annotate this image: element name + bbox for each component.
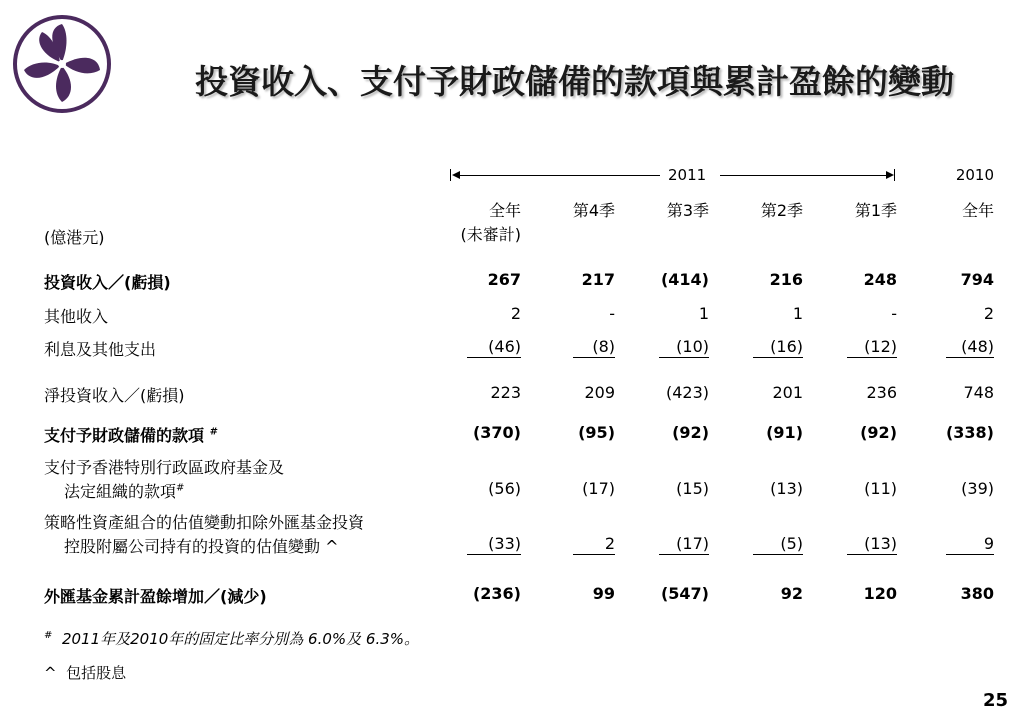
table-cell: (56) (488, 479, 521, 498)
row-label (44, 337, 156, 360)
footnote-caret (44, 662, 126, 683)
table-cell: 9 (983, 534, 994, 553)
row-label-text: 法定組織的款項 (64, 482, 177, 501)
table-cell: (39) (961, 479, 994, 498)
table-cell: (15) (676, 479, 709, 498)
row-label-text: 其他收入 (44, 307, 109, 326)
row-label-text: 支付予香港特別行政區政府基金及 (44, 458, 285, 477)
subtotal-underline (659, 357, 709, 358)
subtotal-underline (753, 554, 803, 555)
table-cell: 216 (769, 270, 803, 289)
table-cell: (338) (945, 423, 994, 442)
table-cell: (8) (592, 337, 615, 356)
table-cell: (33) (488, 534, 521, 553)
table-cell: 267 (487, 270, 521, 289)
column-header: 第2季 (760, 201, 803, 220)
table-cell: 748 (963, 383, 994, 402)
row-label (44, 510, 364, 533)
table-cell: (46) (488, 337, 521, 356)
subtotal-underline (573, 554, 615, 555)
subtotal-underline (847, 357, 897, 358)
table-cell: 236 (866, 383, 897, 402)
subtotal-underline (467, 554, 521, 555)
page-number: 25 (982, 690, 1008, 711)
table-cell: 209 (584, 383, 615, 402)
year-2010-label: 2010 (955, 166, 994, 184)
table-cell: (16) (770, 337, 803, 356)
subtotal-underline (467, 357, 521, 358)
table-cell: (370) (472, 423, 521, 442)
table-cell: (11) (864, 479, 897, 498)
year-2011-label: 2011 (668, 166, 707, 184)
row-label-continued (64, 534, 339, 557)
table-cell: 201 (772, 383, 803, 402)
footnote-hash (44, 628, 419, 649)
table-cell: 248 (863, 270, 897, 289)
row-label (44, 270, 171, 293)
table-cell: (12) (864, 337, 897, 356)
row-label-text: 淨投資收入／(虧損) (44, 386, 185, 405)
subtotal-underline (573, 357, 615, 358)
column-header: 第3季 (666, 201, 709, 220)
table-cell: (92) (860, 423, 897, 442)
table-cell: 217 (581, 270, 615, 289)
table-cell: - (609, 304, 615, 323)
table-cell: 2 (604, 534, 615, 553)
row-label-text: 支付予財政儲備的款項 (44, 426, 205, 445)
table-cell: (95) (578, 423, 615, 442)
table-cell: (5) (780, 534, 803, 553)
row-label-text: 控股附屬公司持有的投資的估值變動 (64, 537, 321, 556)
row-label (44, 423, 218, 446)
column-subheader: (未審計) (460, 225, 521, 244)
table-cell: 380 (960, 584, 994, 603)
table-cell: (13) (864, 534, 897, 553)
row-label-text: 投資收入／(虧損) (44, 273, 171, 292)
row-label (44, 584, 267, 607)
row-label (44, 304, 108, 327)
subtotal-underline (659, 554, 709, 555)
subtotal-underline (946, 554, 994, 555)
table-cell: (236) (472, 584, 521, 603)
footnote-mark: # (44, 630, 53, 641)
row-label-mark: ^ (325, 537, 339, 556)
row-label-continued (64, 479, 184, 502)
subtotal-underline (753, 357, 803, 358)
column-header: 第1季 (854, 201, 897, 220)
table-cell: - (891, 304, 897, 323)
footnote-text: 包括股息 (66, 664, 127, 682)
table-cell: 1 (698, 304, 709, 323)
table-cell: (547) (660, 584, 709, 603)
table-cell: 92 (780, 584, 803, 603)
table-cell: 99 (592, 584, 615, 603)
range-right-arrow (886, 171, 894, 179)
range-line-right (720, 175, 888, 176)
row-label-text: 利息及其他支出 (44, 340, 157, 359)
row-label-mark: # (176, 482, 185, 494)
table-cell: (17) (676, 534, 709, 553)
table-cell: (13) (770, 479, 803, 498)
subtotal-underline (847, 554, 897, 555)
table-cell: 794 (960, 270, 994, 289)
table-cell: 1 (792, 304, 803, 323)
table-cell: 2 (510, 304, 521, 323)
table-cell: (423) (665, 383, 709, 402)
table-cell: (48) (961, 337, 994, 356)
row-label-mark: # (209, 426, 218, 438)
row-label (44, 455, 284, 478)
column-header: 全年 (488, 201, 521, 220)
table-cell: 120 (863, 584, 897, 603)
footnote-mark: ^ (44, 664, 57, 682)
hong-kong-bauhinia-logo (12, 14, 112, 114)
column-header: 全年 (961, 201, 994, 220)
table-cell: (92) (672, 423, 709, 442)
range-line-left (458, 175, 660, 176)
table-cell: (91) (766, 423, 803, 442)
row-label-text: 外匯基金累計盈餘增加／(減少) (44, 587, 267, 606)
range-left-tick (450, 169, 451, 181)
subtotal-underline (946, 357, 994, 358)
row-label (44, 383, 185, 406)
page-title: 投資收入、支付予財政儲備的款項與累計盈餘的變動 (195, 62, 954, 101)
column-header: 第4季 (572, 201, 615, 220)
row-label-text: 策略性資產組合的估值變動扣除外匯基金投資 (44, 513, 365, 532)
footnote-text: 2011年及2010年的固定比率分別為 6.0%及 6.3%。 (61, 630, 420, 648)
table-cell: (414) (660, 270, 709, 289)
table-cell: (10) (676, 337, 709, 356)
table-cell: (17) (582, 479, 615, 498)
table-cell: 2 (983, 304, 994, 323)
range-right-tick (894, 169, 895, 181)
table-cell: 223 (490, 383, 521, 402)
unit-label: (億港元) (44, 228, 105, 247)
